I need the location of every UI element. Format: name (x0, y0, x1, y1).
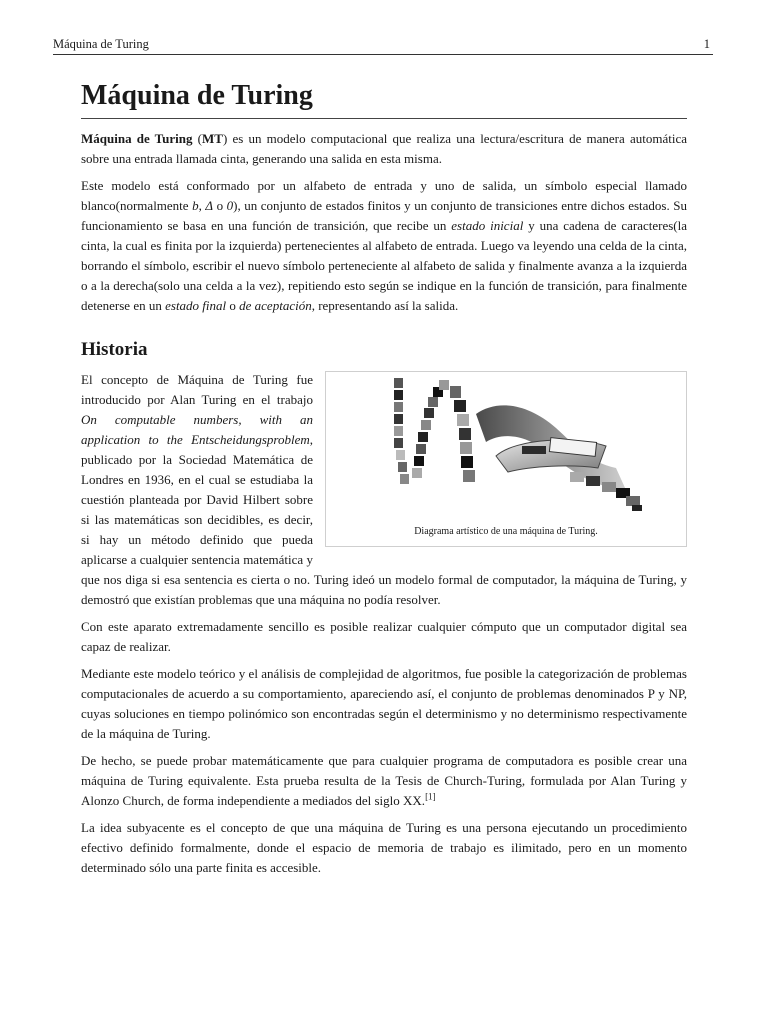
running-header-title: Máquina de Turing (53, 37, 149, 51)
italic-run: estado final (165, 298, 227, 313)
text-run: , publicado por la Sociedad Matemática de Londres en 1936, en el cual se estudiaba la cuestión planteada por David Hilbert sobre si las matemáticas son decidibles, es decir, si hay un método definido que pueda aplicarse a cualquier sentencia matemática y que nos diga si esa sentencia es cierta o no. Turing ideó un modelo formal de computador, la máquina de Turing, y demostró que existían problemas que una máquina no podía resolver. (81, 432, 687, 607)
page-header (53, 36, 713, 55)
text-run: , (198, 198, 206, 213)
text-run: ) es un modelo computacional que realiza una lectura/escritura de manera automática sobre una entrada llamada cinta, generando una salida en esta misma. (81, 131, 687, 166)
text-run: o (226, 298, 240, 313)
italic-run: Δ (205, 198, 214, 213)
historia-paragraph-4 (81, 751, 687, 811)
figure-caption: Diagrama artístico de una máquina de Turing. (414, 526, 598, 537)
abbreviation-bold: MT (202, 131, 223, 146)
term-bold: Máquina de Turing (81, 131, 193, 146)
work-title-italic: On computable numbers, with an application to the Entscheidungsproblem (81, 412, 313, 447)
italic-run: b (192, 198, 199, 213)
tape-right-segment (450, 386, 475, 482)
turing-machine-figure (325, 371, 687, 547)
intro-paragraph-1 (81, 129, 687, 169)
article-body (81, 70, 687, 885)
tape-left-segment (394, 378, 409, 484)
text-run: ), un conjunto de estados finitos y un conjunto de transiciones entre dichos estados. Su funcionamiento se basa en una función de transición, que recibe un (81, 198, 688, 233)
page-number: 1 (703, 37, 710, 51)
text-run: El concepto de Máquina de Turing fue introducido por Alan Turing en el trabajo (81, 372, 313, 407)
read-write-head (496, 438, 606, 472)
text-run: ( (192, 131, 203, 146)
reference-link[interactable]: [1] (425, 791, 436, 802)
italic-run: de aceptación (239, 298, 312, 313)
intro-paragraph-2 (81, 176, 687, 316)
text-run: Este modelo está conformado por un alfabeto de entrada y uno de salida, un símbolo especial llamado blanco(normalmente (81, 178, 687, 213)
text-run: y una cadena de caracteres(la cinta, la cual es finita por la izquierda) pertenecientes al alfabeto de entrada. Luego va leyendo una celda de la cinta, borrando el símbolo, escribir el nuevo símbolo perteneciente al alfabeto de salida y finalmente avanza a la izquierda o a la derecha(solo una celda a la vez), repitiendo esto según se indique en la función de transición, para finalmente detenerse en un (81, 218, 687, 313)
historia-paragraph-2: Con este aparato extremadamente sencillo es posible realizar cualquier cómputo que un computador digital sea capaz de realizar. (81, 619, 687, 654)
page-title: Máquina de Turing (81, 78, 687, 119)
text-run: De hecho, se puede probar matemáticamente que para cualquier programa de computadora es posible crear una máquina de Turing equivalente. Esta prueba resulta de la Tesis de Church-Turing, formulada por Alan Turing y Alonzo Church, de forma independiente a mediados del siglo XX. (81, 753, 687, 808)
historia-paragraph-3: Mediante este modelo teórico y el análisis de complejidad de algoritmos, fue posible la categorización de problemas computacionales de acuerdo a su comportamiento, apareciendo así, el conjunto de problemas denominados P y NP, cuyas soluciones en tiempo polinómico son encontradas según el determinismo y no determinismo respectivamente de la máquina de Turing. (81, 666, 687, 741)
text-run: , representando así la salida. (311, 298, 459, 313)
tape-middle-segment (412, 380, 449, 478)
section-heading-historia: Historia (81, 339, 148, 360)
text-run: o (213, 198, 227, 213)
historia-paragraph-5: La idea subyacente es el concepto de que una máquina de Turing es una persona ejecutando un procedimiento efectivo definido formalmente, donde el espacio de memoria de trabajo es ilimitado, pero en un momento determinado sólo una parte finita es accesible. (81, 820, 687, 875)
italic-run: estado inicial (451, 218, 524, 233)
turing-machine-illustration (326, 372, 686, 546)
italic-run: 0 (226, 198, 234, 213)
